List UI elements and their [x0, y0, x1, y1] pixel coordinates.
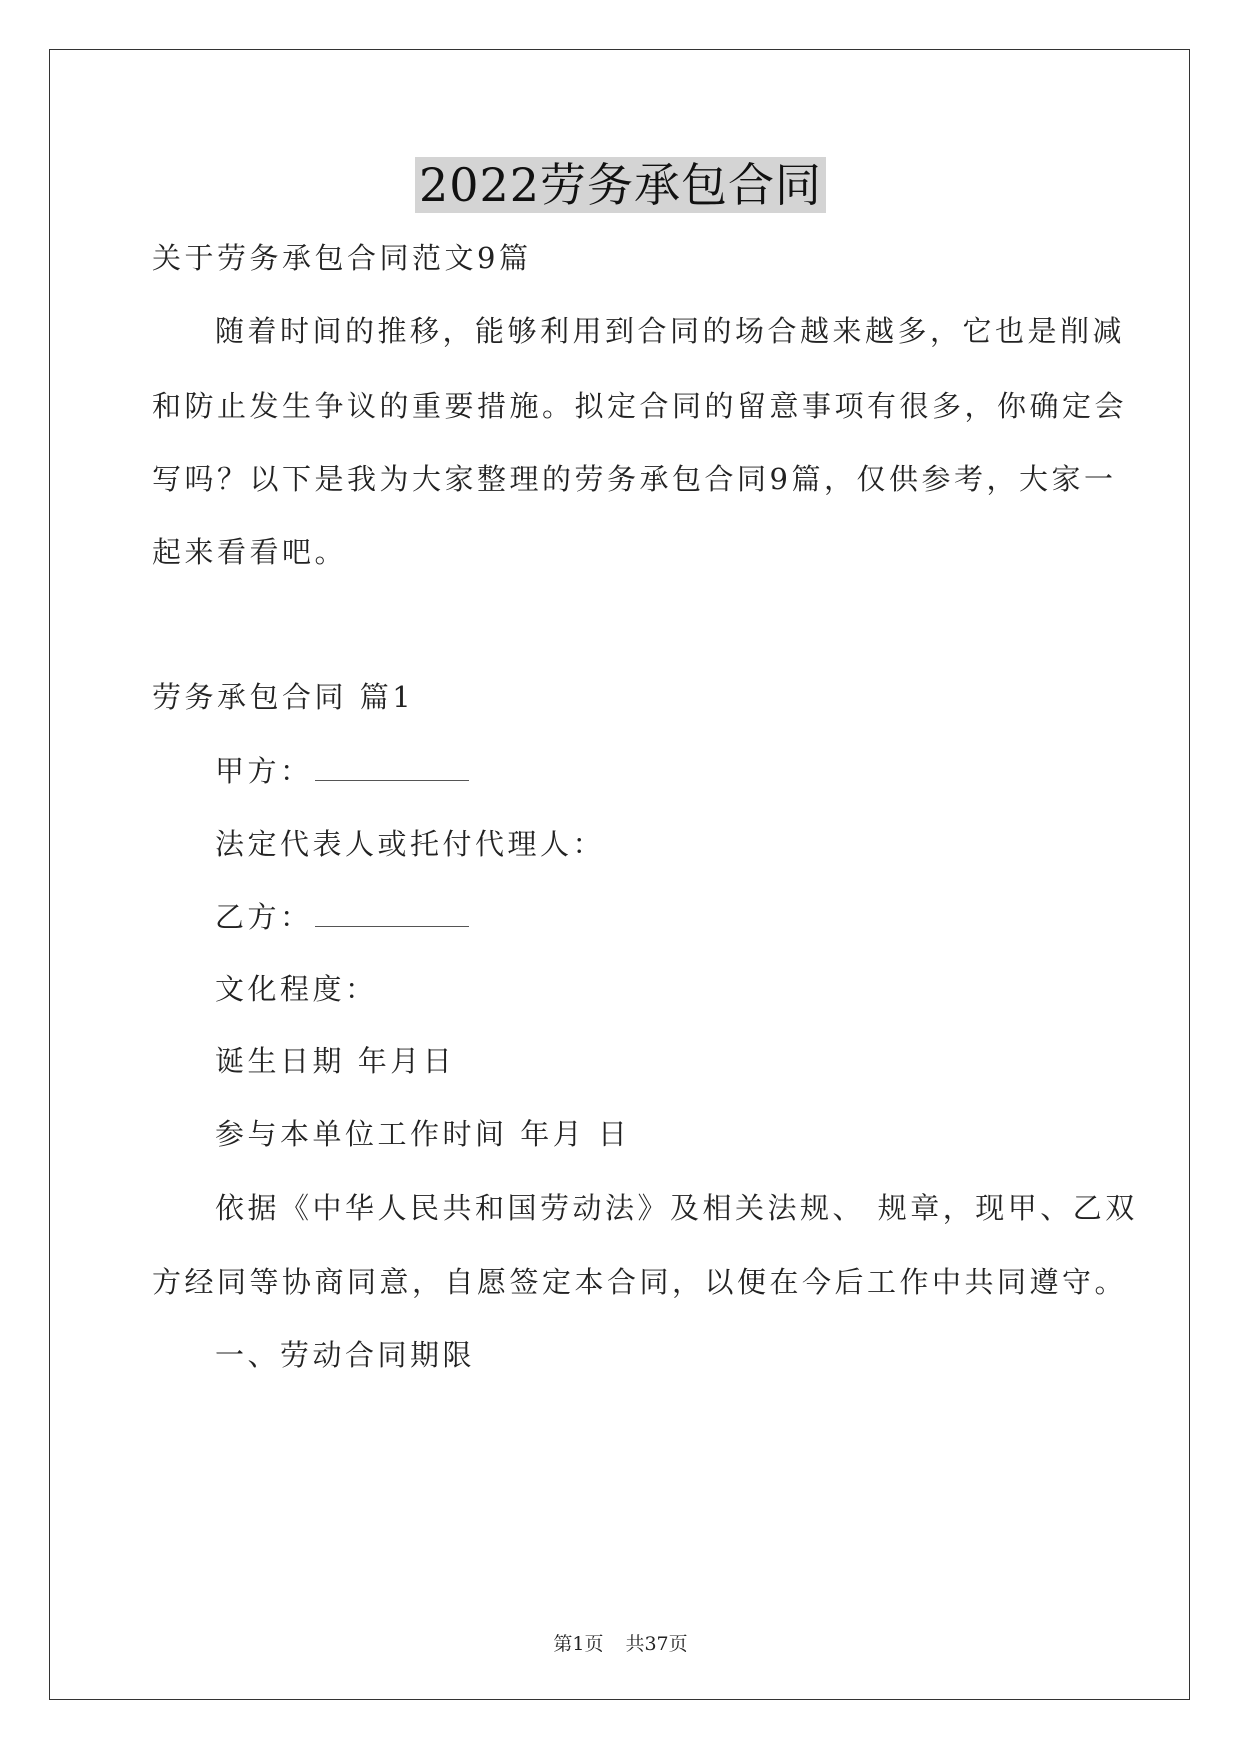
intro-line-2[interactable]: 和防止发生争议的重要措施。拟定合同的留意事项有很多，你确定会: [152, 389, 1128, 423]
page-number: 第1页: [553, 1633, 604, 1655]
clause-1-heading[interactable]: 一、劳动合同期限: [215, 1338, 476, 1372]
intro-line-3[interactable]: 写吗？以下是我为大家整理的劳务承包合同9篇，仅供参考，大家一: [152, 462, 1117, 496]
document-subtitle[interactable]: 关于劳务承包合同范文9篇: [152, 241, 532, 275]
page-border: [49, 49, 1190, 1700]
basis-line-1[interactable]: 依据《中华人民共和国劳动法》及相关法规、 规章，现甲、乙双: [215, 1191, 1138, 1225]
party-a-label: 甲方：: [215, 754, 313, 788]
page-footer: [0, 1632, 1241, 1656]
party-a-field[interactable]: [215, 751, 469, 791]
party-b-label: 乙方：: [215, 900, 313, 934]
intro-line-1[interactable]: 随着时间的推移，能够利用到合同的场合越来越多，它也是削减: [215, 314, 1126, 348]
representative-field[interactable]: 法定代表人或托付代理人：: [215, 827, 606, 861]
basis-line-2[interactable]: 方经同等协商同意，自愿签定本合同，以便在今后工作中共同遵守。: [152, 1265, 1128, 1299]
party-b-field[interactable]: [215, 897, 469, 937]
birth-date-field[interactable]: 诞生日期 年月日: [215, 1044, 456, 1078]
page-total: 共37页: [625, 1633, 688, 1655]
education-field[interactable]: 文化程度：: [215, 972, 378, 1006]
party-a-blank[interactable]: [315, 756, 469, 781]
section-heading[interactable]: 劳务承包合同 篇1: [152, 680, 415, 714]
party-b-blank[interactable]: [315, 902, 469, 927]
intro-line-4[interactable]: 起来看看吧。: [152, 535, 348, 569]
work-start-field[interactable]: 参与本单位工作时间 年月 日: [215, 1117, 631, 1151]
title-wrap: [0, 157, 1241, 213]
document-title[interactable]: 2022劳务承包合同: [415, 157, 826, 213]
